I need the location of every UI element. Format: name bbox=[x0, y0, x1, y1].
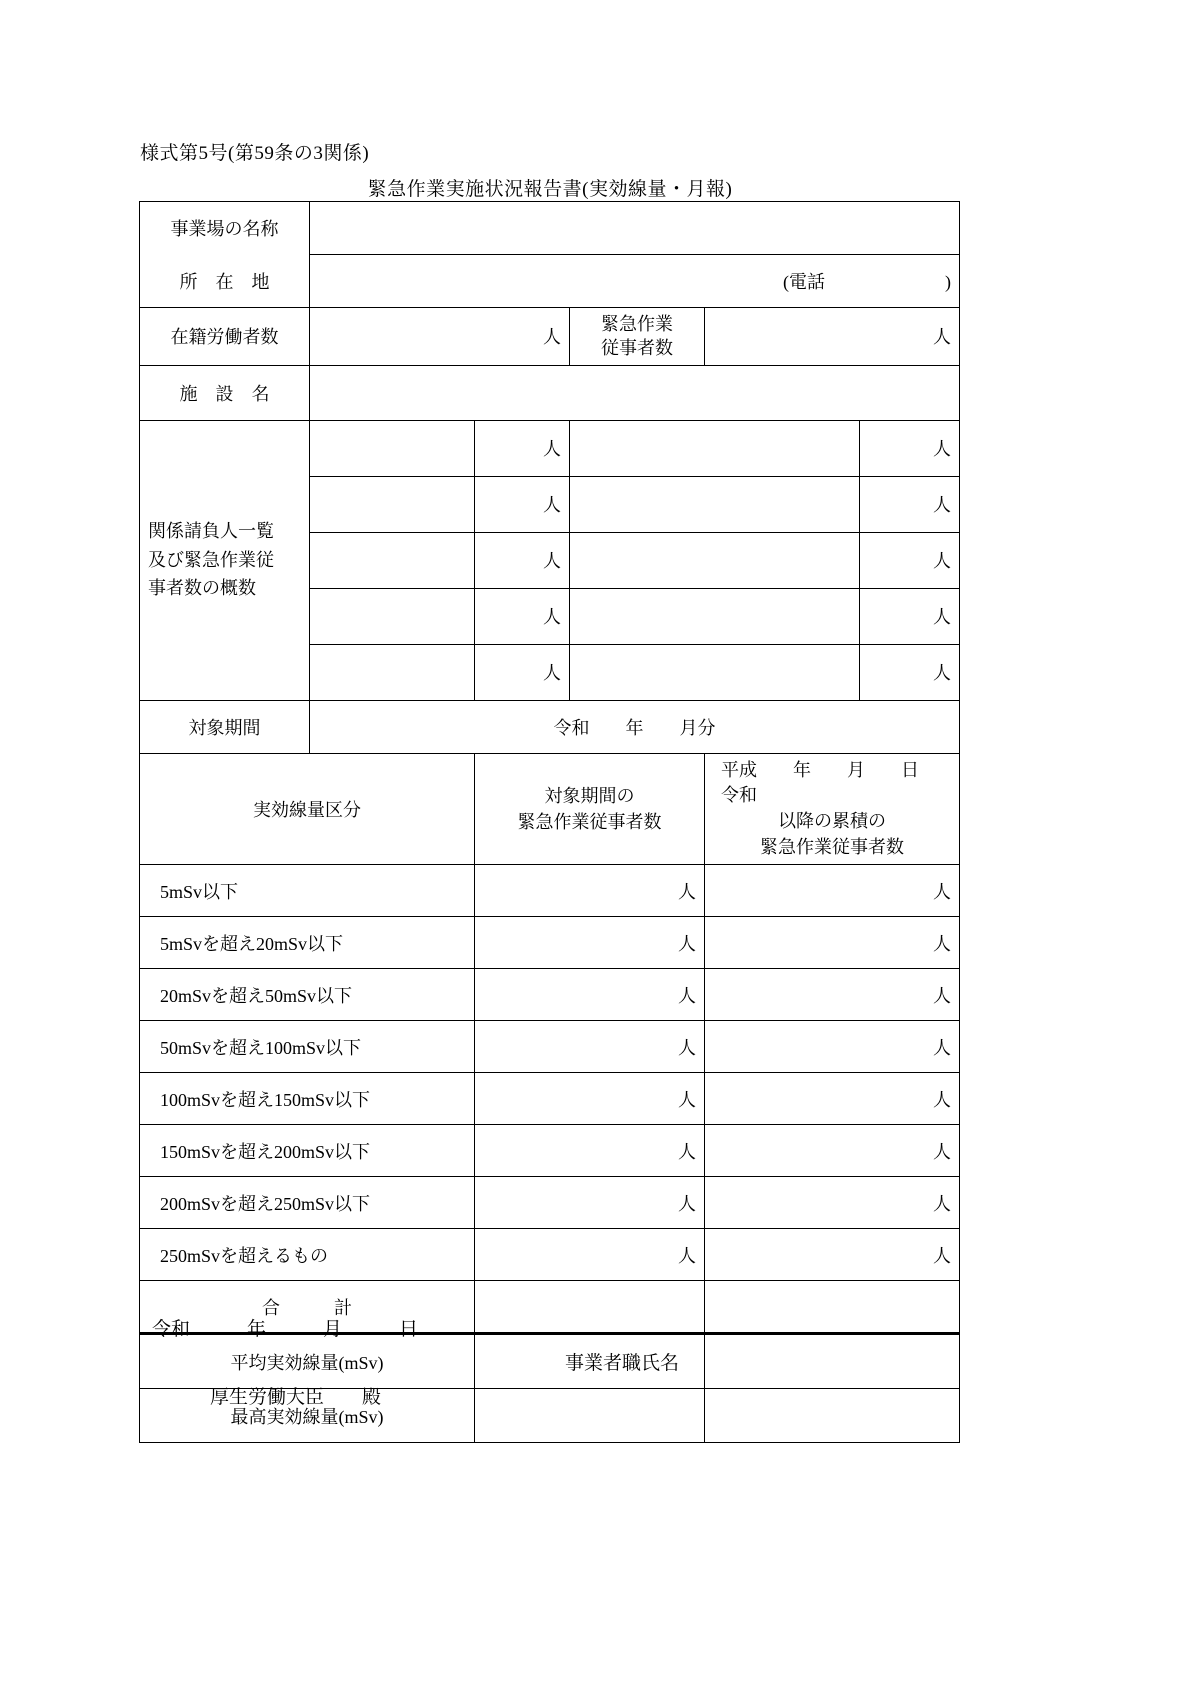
era-reiwa-label: 令和 bbox=[721, 784, 757, 805]
dose-category-label: 5mSvを超え20mSv以下 bbox=[140, 917, 475, 969]
contractor-count2-unit: 人 bbox=[933, 607, 952, 628]
table-row-dose bbox=[140, 865, 960, 917]
dose-period-value[interactable] bbox=[475, 969, 705, 1021]
dose-period-value[interactable] bbox=[475, 1125, 705, 1177]
max-period-value[interactable] bbox=[475, 1389, 705, 1443]
dose-category-label: 20mSvを超え50mSv以下 bbox=[140, 969, 475, 1021]
dose-period-value[interactable] bbox=[475, 917, 705, 969]
dose-cumulative-header-line3: 緊急作業従事者数 bbox=[760, 837, 905, 858]
dose-period-unit: 人 bbox=[678, 1245, 696, 1266]
contractor-count-field[interactable] bbox=[475, 644, 570, 700]
dose-cumulative-unit: 人 bbox=[933, 1037, 952, 1058]
contractor-name-field[interactable] bbox=[310, 588, 475, 644]
contractor-count-unit: 人 bbox=[543, 439, 561, 460]
table-row-contractor-1 bbox=[140, 420, 960, 476]
dose-cumulative-header bbox=[705, 753, 960, 865]
table-row-dose bbox=[140, 1125, 960, 1177]
dose-cumulative-unit: 人 bbox=[933, 1245, 952, 1266]
facility-value[interactable] bbox=[310, 365, 960, 420]
total-cumulative-value[interactable] bbox=[705, 1281, 960, 1334]
dose-cumulative-value[interactable] bbox=[705, 917, 960, 969]
contractor-name-field[interactable] bbox=[310, 644, 475, 700]
phone-suffix: ) bbox=[945, 272, 952, 292]
emergency-workers-label bbox=[570, 308, 705, 366]
contractor-count2-unit: 人 bbox=[933, 439, 952, 460]
document-title: 緊急作業実施状況報告書(実効線量・月報) bbox=[367, 179, 733, 200]
contractor-name2-field[interactable] bbox=[570, 644, 860, 700]
form-number: 様式第5号(第59条の3関係) bbox=[140, 143, 370, 164]
phone-prefix: (電話 bbox=[783, 272, 826, 292]
dose-cumulative-value[interactable] bbox=[705, 865, 960, 917]
dose-category-header: 実効線量区分 bbox=[140, 753, 475, 865]
dose-period-header-line2: 緊急作業従事者数 bbox=[517, 811, 662, 832]
emergency-workers-unit: 人 bbox=[933, 327, 952, 348]
table-row-workers bbox=[140, 308, 960, 366]
contractor-count-field[interactable] bbox=[475, 588, 570, 644]
contractors-label-line3: 事者数の概数 bbox=[148, 578, 256, 599]
emergency-workers-label-line1: 緊急作業 bbox=[601, 314, 673, 334]
dose-cumulative-unit: 人 bbox=[933, 985, 952, 1006]
dose-cumulative-value[interactable] bbox=[705, 1125, 960, 1177]
contractors-label-line2: 及び緊急作業従 bbox=[148, 549, 274, 570]
dose-category-label: 200mSvを超え250mSv以下 bbox=[140, 1177, 475, 1229]
total-period-value[interactable] bbox=[475, 1281, 705, 1334]
max-dose-label: 最高実効線量(mSv) bbox=[140, 1389, 475, 1443]
contractor-count-field[interactable] bbox=[475, 476, 570, 532]
dose-cumulative-unit: 人 bbox=[933, 933, 952, 954]
dose-period-header bbox=[475, 753, 705, 865]
contractor-count2-unit: 人 bbox=[933, 663, 952, 684]
contractor-name2-field[interactable] bbox=[570, 476, 860, 532]
dose-cumulative-unit: 人 bbox=[933, 881, 952, 902]
contractor-count2-field[interactable] bbox=[860, 532, 960, 588]
table-row-facility bbox=[140, 365, 960, 420]
dose-period-unit: 人 bbox=[678, 933, 696, 954]
dose-category-label: 150mSvを超え200mSv以下 bbox=[140, 1125, 475, 1177]
dose-cumulative-value[interactable] bbox=[705, 1229, 960, 1281]
dose-cumulative-value[interactable] bbox=[705, 1073, 960, 1125]
dose-period-unit: 人 bbox=[678, 1089, 696, 1110]
report-form-table bbox=[139, 201, 960, 1443]
max-cumulative-value[interactable] bbox=[705, 1389, 960, 1443]
contractor-name-field[interactable] bbox=[310, 476, 475, 532]
contractor-count-unit: 人 bbox=[543, 551, 561, 572]
emergency-workers-value[interactable] bbox=[705, 308, 960, 366]
dose-cumulative-value[interactable] bbox=[705, 969, 960, 1021]
contractor-count2-field[interactable] bbox=[860, 476, 960, 532]
dose-period-unit: 人 bbox=[678, 1037, 696, 1058]
contractor-count2-unit: 人 bbox=[933, 551, 952, 572]
target-period-value[interactable]: 令和 年 月分 bbox=[310, 700, 960, 753]
dose-period-value[interactable] bbox=[475, 865, 705, 917]
era-heisei-label: 平成 bbox=[721, 759, 757, 780]
dose-period-value[interactable] bbox=[475, 1073, 705, 1125]
table-row-establishment-name bbox=[140, 202, 960, 255]
dose-period-value[interactable] bbox=[475, 1229, 705, 1281]
dose-category-label: 5mSv以下 bbox=[140, 865, 475, 917]
contractor-name2-field[interactable] bbox=[570, 420, 860, 476]
emergency-workers-label-line2: 従事者数 bbox=[601, 338, 673, 359]
total-label: 合 計 bbox=[140, 1281, 475, 1334]
dose-period-unit: 人 bbox=[678, 1141, 696, 1162]
enrolled-workers-label: 在籍労働者数 bbox=[140, 308, 310, 366]
table-row-target-period bbox=[140, 700, 960, 753]
dose-period-value[interactable] bbox=[475, 1021, 705, 1073]
target-period-label: 対象期間 bbox=[140, 700, 310, 753]
contractor-count-unit: 人 bbox=[543, 495, 561, 516]
contractor-count2-field[interactable] bbox=[860, 588, 960, 644]
contractor-name2-field[interactable] bbox=[570, 532, 860, 588]
dose-period-unit: 人 bbox=[678, 881, 696, 902]
footer-signer-label: 事業者職氏名 bbox=[565, 1353, 680, 1374]
contractor-count2-field[interactable] bbox=[860, 420, 960, 476]
table-row-dose bbox=[140, 917, 960, 969]
dose-period-unit: 人 bbox=[678, 985, 696, 1006]
contractor-name-field[interactable] bbox=[310, 420, 475, 476]
dose-period-header-line1: 対象期間の bbox=[544, 785, 635, 806]
enrolled-workers-unit: 人 bbox=[543, 327, 561, 348]
establishment-name-field[interactable] bbox=[310, 202, 960, 255]
dose-category-label: 100mSvを超え150mSv以下 bbox=[140, 1073, 475, 1125]
table-row-dose bbox=[140, 1021, 960, 1073]
dose-cumulative-unit: 人 bbox=[933, 1089, 952, 1110]
average-cumulative-value[interactable] bbox=[705, 1334, 960, 1389]
enrolled-workers-value[interactable] bbox=[310, 308, 570, 366]
table-row-dose bbox=[140, 1229, 960, 1281]
dose-cumulative-header-line2: 以降の累積の bbox=[778, 810, 887, 831]
table-row-dose bbox=[140, 1177, 960, 1229]
average-dose-label: 平均実効線量(mSv) bbox=[140, 1334, 475, 1389]
contractor-count-unit: 人 bbox=[543, 607, 561, 628]
contractor-name-field[interactable] bbox=[310, 532, 475, 588]
contractor-count-field[interactable] bbox=[475, 532, 570, 588]
table-row-average bbox=[140, 1334, 960, 1389]
dose-period-value[interactable] bbox=[475, 1177, 705, 1229]
cumulative-start-date[interactable]: 年 月 日 bbox=[793, 759, 919, 780]
table-row-dose bbox=[140, 1073, 960, 1125]
dose-cumulative-unit: 人 bbox=[933, 1141, 952, 1162]
establishment-address-field[interactable] bbox=[310, 255, 960, 308]
dose-period-unit: 人 bbox=[678, 1193, 696, 1214]
dose-cumulative-value[interactable] bbox=[705, 1021, 960, 1073]
table-row-establishment-address bbox=[140, 255, 960, 308]
contractor-name2-field[interactable] bbox=[570, 588, 860, 644]
dose-cumulative-unit: 人 bbox=[933, 1193, 952, 1214]
dose-category-label: 250mSvを超えるもの bbox=[140, 1229, 475, 1281]
establishment-label-line1: 事業場の名称 bbox=[140, 202, 310, 255]
footer-minister-label: 厚生労働大臣 殿 bbox=[210, 1387, 382, 1408]
footer-date[interactable]: 令和 年 月 日 bbox=[152, 1319, 419, 1340]
table-row-dose bbox=[140, 969, 960, 1021]
contractor-count2-field[interactable] bbox=[860, 644, 960, 700]
contractor-count-unit: 人 bbox=[543, 663, 561, 684]
contractors-label-line1: 関係請負人一覧 bbox=[148, 520, 274, 541]
dose-category-label: 50mSvを超え100mSv以下 bbox=[140, 1021, 475, 1073]
contractors-label bbox=[140, 420, 310, 700]
contractor-count-field[interactable] bbox=[475, 420, 570, 476]
facility-label: 施 設 名 bbox=[140, 365, 310, 420]
table-row-dose-header bbox=[140, 753, 960, 865]
dose-cumulative-value[interactable] bbox=[705, 1177, 960, 1229]
contractor-count2-unit: 人 bbox=[933, 495, 952, 516]
establishment-label-line2: 所 在 地 bbox=[140, 255, 310, 308]
